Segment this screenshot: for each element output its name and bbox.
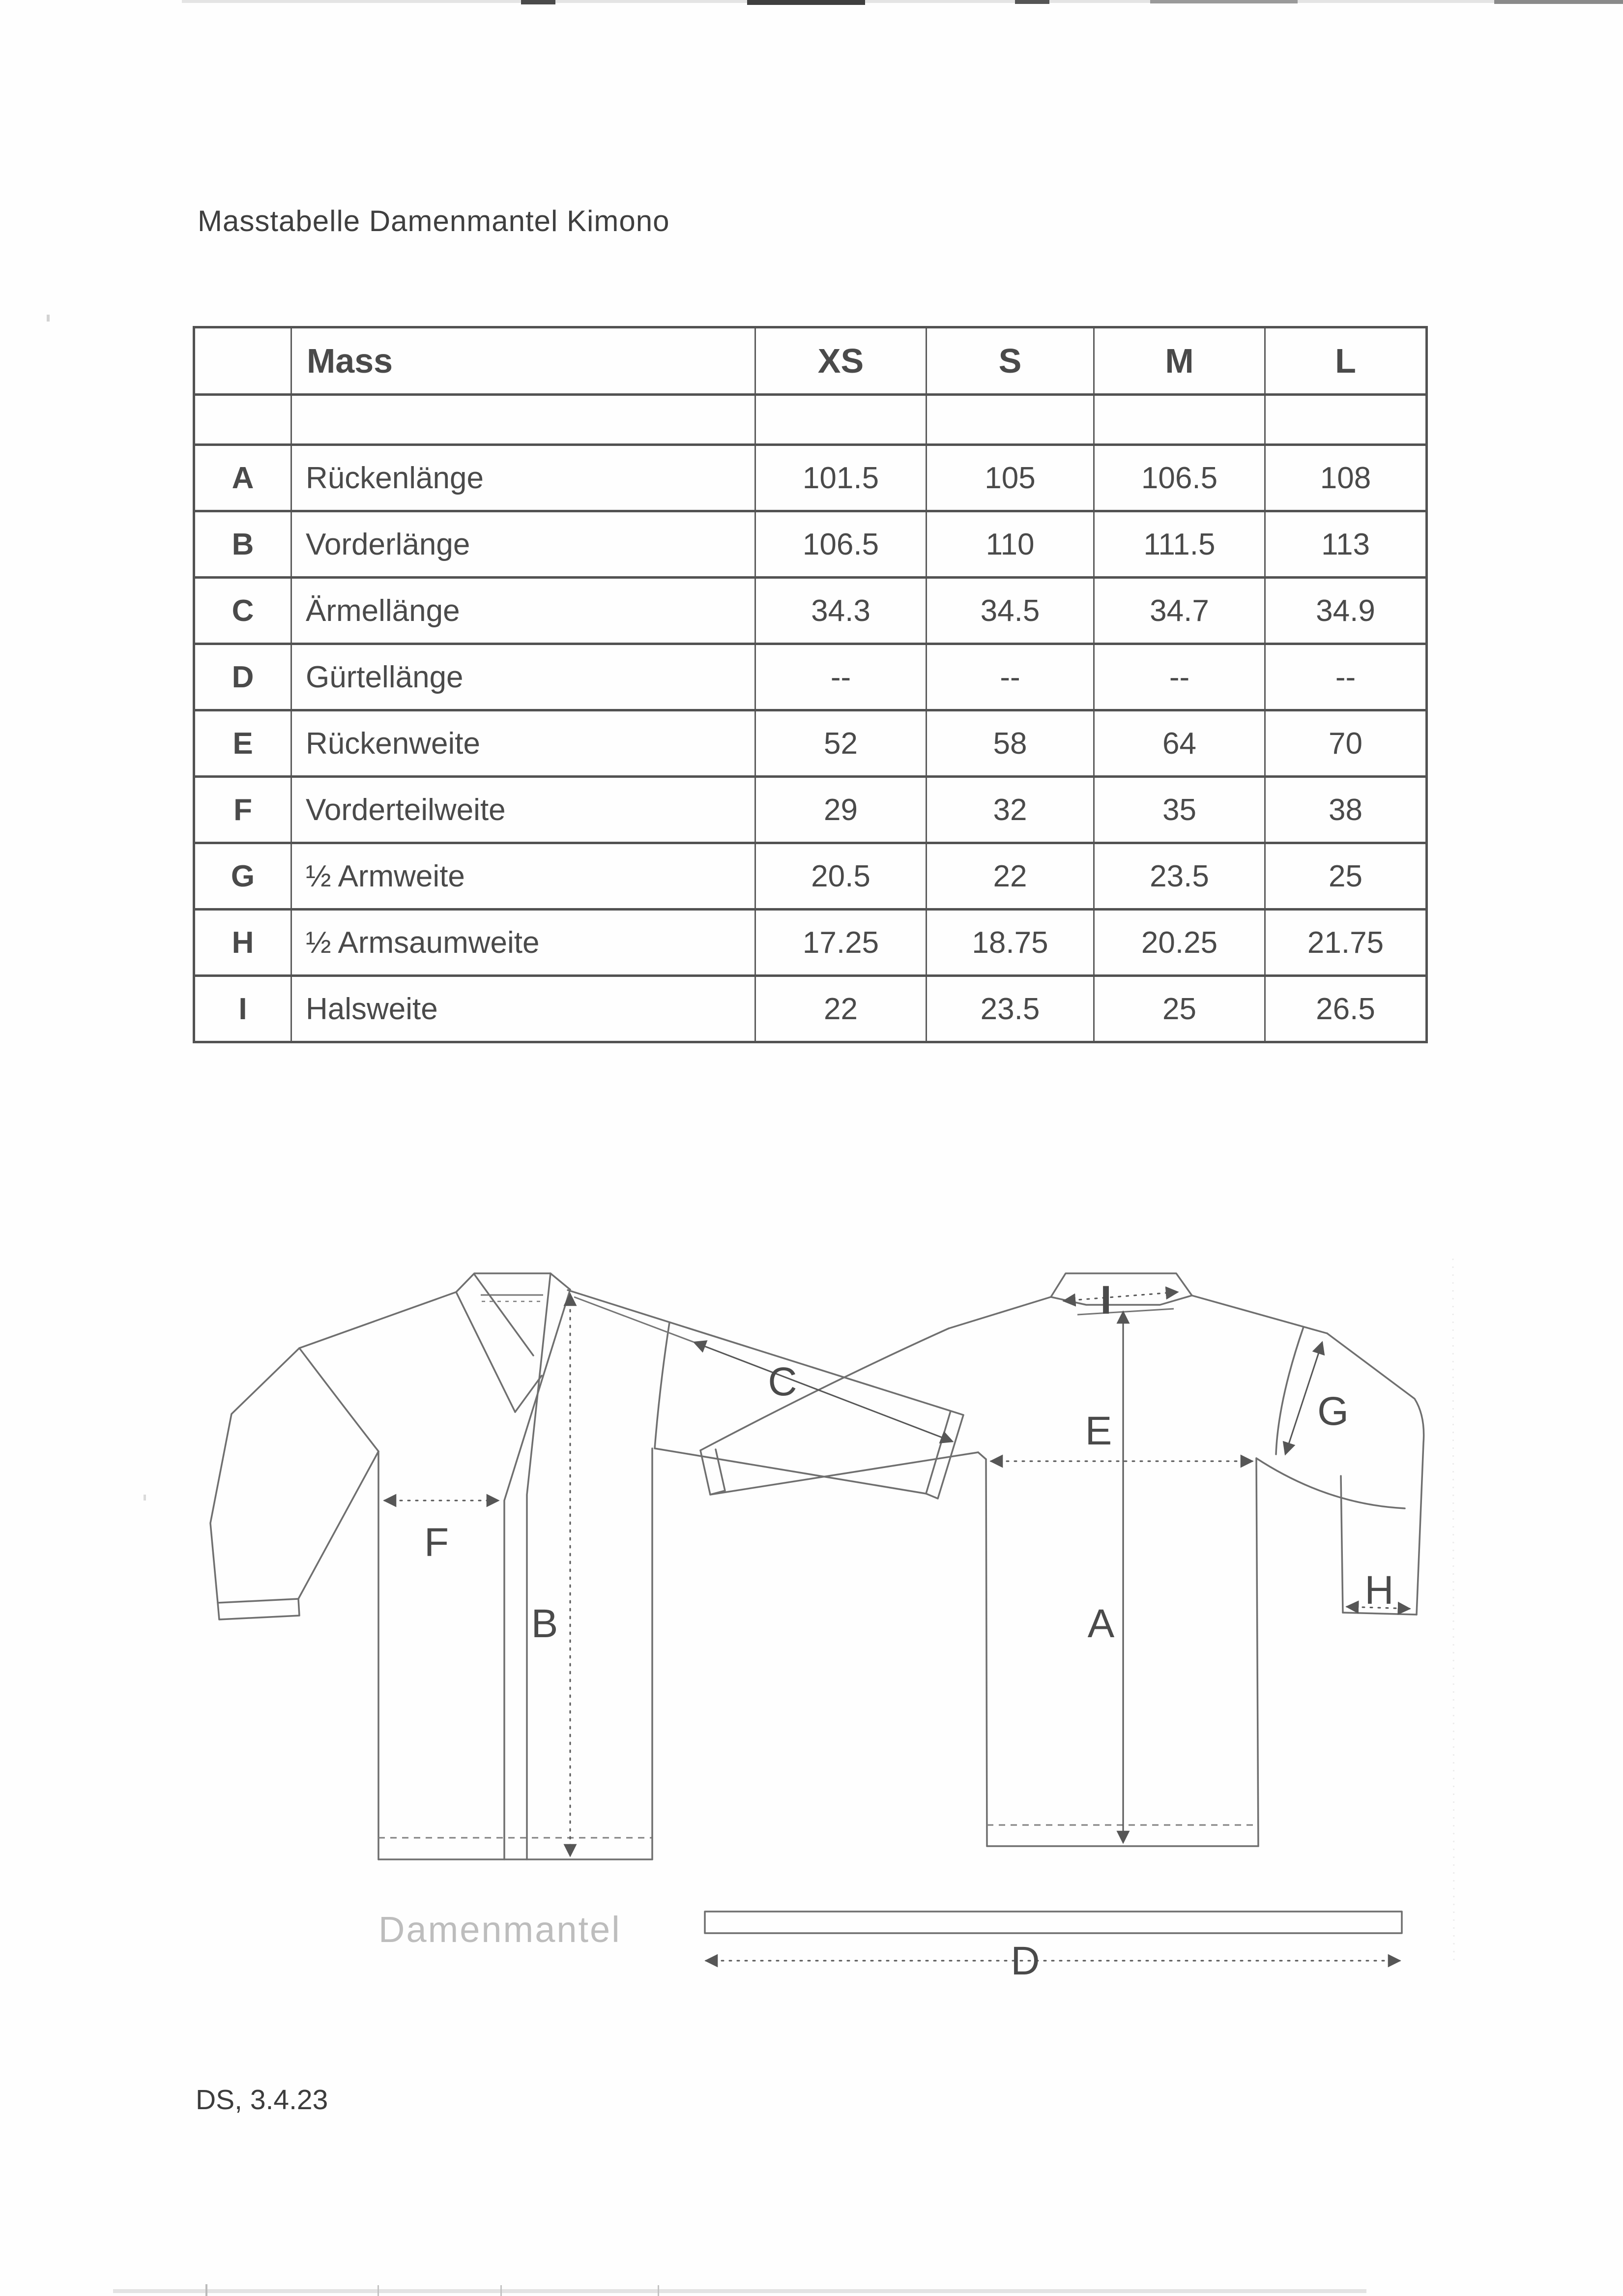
row-value: 101.5 bbox=[755, 445, 927, 511]
back-left-underarm bbox=[978, 1452, 986, 1459]
row-value: 23.5 bbox=[1094, 843, 1265, 910]
measure-I-arrow bbox=[1064, 1292, 1178, 1301]
left-shoulder-seam bbox=[299, 1348, 378, 1451]
row-value: 106.5 bbox=[1094, 445, 1265, 511]
measure-F-label: F bbox=[424, 1520, 449, 1565]
right-shoulder-seam bbox=[655, 1323, 669, 1448]
back-left-sleeve-top bbox=[700, 1328, 949, 1450]
row-letter: C bbox=[194, 578, 291, 644]
mass-column-header: Mass bbox=[291, 327, 755, 395]
row-letter: H bbox=[194, 910, 291, 976]
measure-G-arrow bbox=[1285, 1342, 1322, 1454]
row-value: 22 bbox=[927, 843, 1094, 910]
row-label: Halsweite bbox=[291, 976, 755, 1042]
back-right-cuff bbox=[1343, 1613, 1417, 1615]
measure-G-label: G bbox=[1317, 1389, 1349, 1434]
page-title: Masstabelle Damenmantel Kimono bbox=[198, 205, 670, 237]
row-value: 21.75 bbox=[1265, 910, 1427, 976]
row-value: 70 bbox=[1265, 710, 1427, 777]
back-body-right-edge bbox=[1256, 1458, 1258, 1846]
measure-E-label: E bbox=[1085, 1409, 1112, 1453]
measure-H-label: H bbox=[1364, 1568, 1394, 1613]
row-value: 32 bbox=[927, 777, 1094, 843]
row-value: 38 bbox=[1265, 777, 1427, 843]
row-value: 34.5 bbox=[927, 578, 1094, 644]
row-value: 25 bbox=[1265, 843, 1427, 910]
row-value: 108 bbox=[1265, 445, 1427, 511]
left-sleeve-inner bbox=[298, 1451, 378, 1599]
row-value: 64 bbox=[1094, 710, 1265, 777]
measure-I-label: I bbox=[1100, 1278, 1112, 1323]
back-right-shoulder-seam bbox=[1276, 1327, 1304, 1454]
row-label: Rückenlänge bbox=[291, 445, 755, 511]
row-label: ½ Armweite bbox=[291, 843, 755, 910]
row-value: 58 bbox=[927, 710, 1094, 777]
row-value: 34.7 bbox=[1094, 578, 1265, 644]
row-label: Ärmellänge bbox=[291, 578, 755, 644]
row-label: Vorderlänge bbox=[291, 511, 755, 578]
measure-C-extension bbox=[574, 1297, 694, 1342]
left-shoulder-and-sleeve-outer bbox=[210, 1292, 456, 1603]
row-value: 34.9 bbox=[1265, 578, 1427, 644]
row-value: 111.5 bbox=[1094, 511, 1265, 578]
scan-fold-line bbox=[1453, 1259, 1454, 1967]
row-value: 17.25 bbox=[755, 910, 927, 976]
left-lapel-inner bbox=[474, 1274, 533, 1355]
row-letter: I bbox=[194, 976, 291, 1042]
row-value: 35 bbox=[1094, 777, 1265, 843]
row-value: -- bbox=[1094, 644, 1265, 710]
size-column-header: L bbox=[1265, 327, 1427, 395]
row-value: -- bbox=[755, 644, 927, 710]
row-value: 20.5 bbox=[755, 843, 927, 910]
size-column-header: XS bbox=[755, 327, 927, 395]
measure-B-label: B bbox=[531, 1601, 558, 1646]
row-value: 34.3 bbox=[755, 578, 927, 644]
row-label: Rückenweite bbox=[291, 710, 755, 777]
measure-C-arrow bbox=[694, 1342, 953, 1442]
row-value: -- bbox=[1265, 644, 1427, 710]
back-collar-outline bbox=[1051, 1273, 1192, 1297]
front-view-coat bbox=[210, 1273, 963, 1859]
back-right-shoulder bbox=[1192, 1295, 1327, 1333]
row-value: 29 bbox=[755, 777, 927, 843]
row-value: 25 bbox=[1094, 976, 1265, 1042]
row-value: 52 bbox=[755, 710, 927, 777]
row-label: ½ Armsaumweite bbox=[291, 910, 755, 976]
left-lapel-outer bbox=[456, 1292, 515, 1412]
measure-A-label: A bbox=[1087, 1601, 1115, 1646]
row-letter: B bbox=[194, 511, 291, 578]
row-value: 23.5 bbox=[927, 976, 1094, 1042]
row-value: 22 bbox=[755, 976, 927, 1042]
back-right-underarm-seam bbox=[1256, 1458, 1405, 1508]
row-letter: G bbox=[194, 843, 291, 910]
size-column-header: S bbox=[927, 327, 1094, 395]
page-footer: DS, 3.4.23 bbox=[196, 2084, 328, 2116]
measure-D-label: D bbox=[1011, 1939, 1040, 1983]
row-value: 105 bbox=[927, 445, 1094, 511]
row-letter: D bbox=[194, 644, 291, 710]
back-view-coat bbox=[700, 1273, 1424, 1846]
right-sleeve-top-edge bbox=[568, 1290, 963, 1415]
right-sleeve-bottom-edge bbox=[655, 1448, 926, 1494]
row-value: 18.75 bbox=[927, 910, 1094, 976]
back-right-sleeve-inner bbox=[1341, 1476, 1343, 1613]
row-value: 113 bbox=[1265, 511, 1427, 578]
row-value: 110 bbox=[927, 511, 1094, 578]
row-label: Vorderteilweite bbox=[291, 777, 755, 843]
row-value: 20.25 bbox=[1094, 910, 1265, 976]
row-letter: E bbox=[194, 710, 291, 777]
back-left-sleeve-bottom bbox=[710, 1452, 978, 1495]
measure-C-label: C bbox=[768, 1359, 797, 1404]
row-letter: A bbox=[194, 445, 291, 511]
belt-piece bbox=[705, 1912, 1402, 1933]
back-left-shoulder bbox=[949, 1297, 1051, 1328]
left-cuff bbox=[218, 1599, 299, 1619]
size-column-header: M bbox=[1094, 327, 1265, 395]
back-collar-band-bottom bbox=[1077, 1309, 1174, 1315]
back-body-left-edge bbox=[986, 1459, 987, 1846]
drawing-caption: Damenmantel bbox=[378, 1909, 621, 1950]
row-value: 106.5 bbox=[755, 511, 927, 578]
front-collar-outline bbox=[456, 1273, 570, 1292]
row-value: -- bbox=[927, 644, 1094, 710]
row-letter: F bbox=[194, 777, 291, 843]
row-label: Gürtellänge bbox=[291, 644, 755, 710]
belt-outline bbox=[705, 1912, 1402, 1933]
right-lapel-outer-and-band bbox=[504, 1290, 570, 1859]
row-value: 26.5 bbox=[1265, 976, 1427, 1042]
